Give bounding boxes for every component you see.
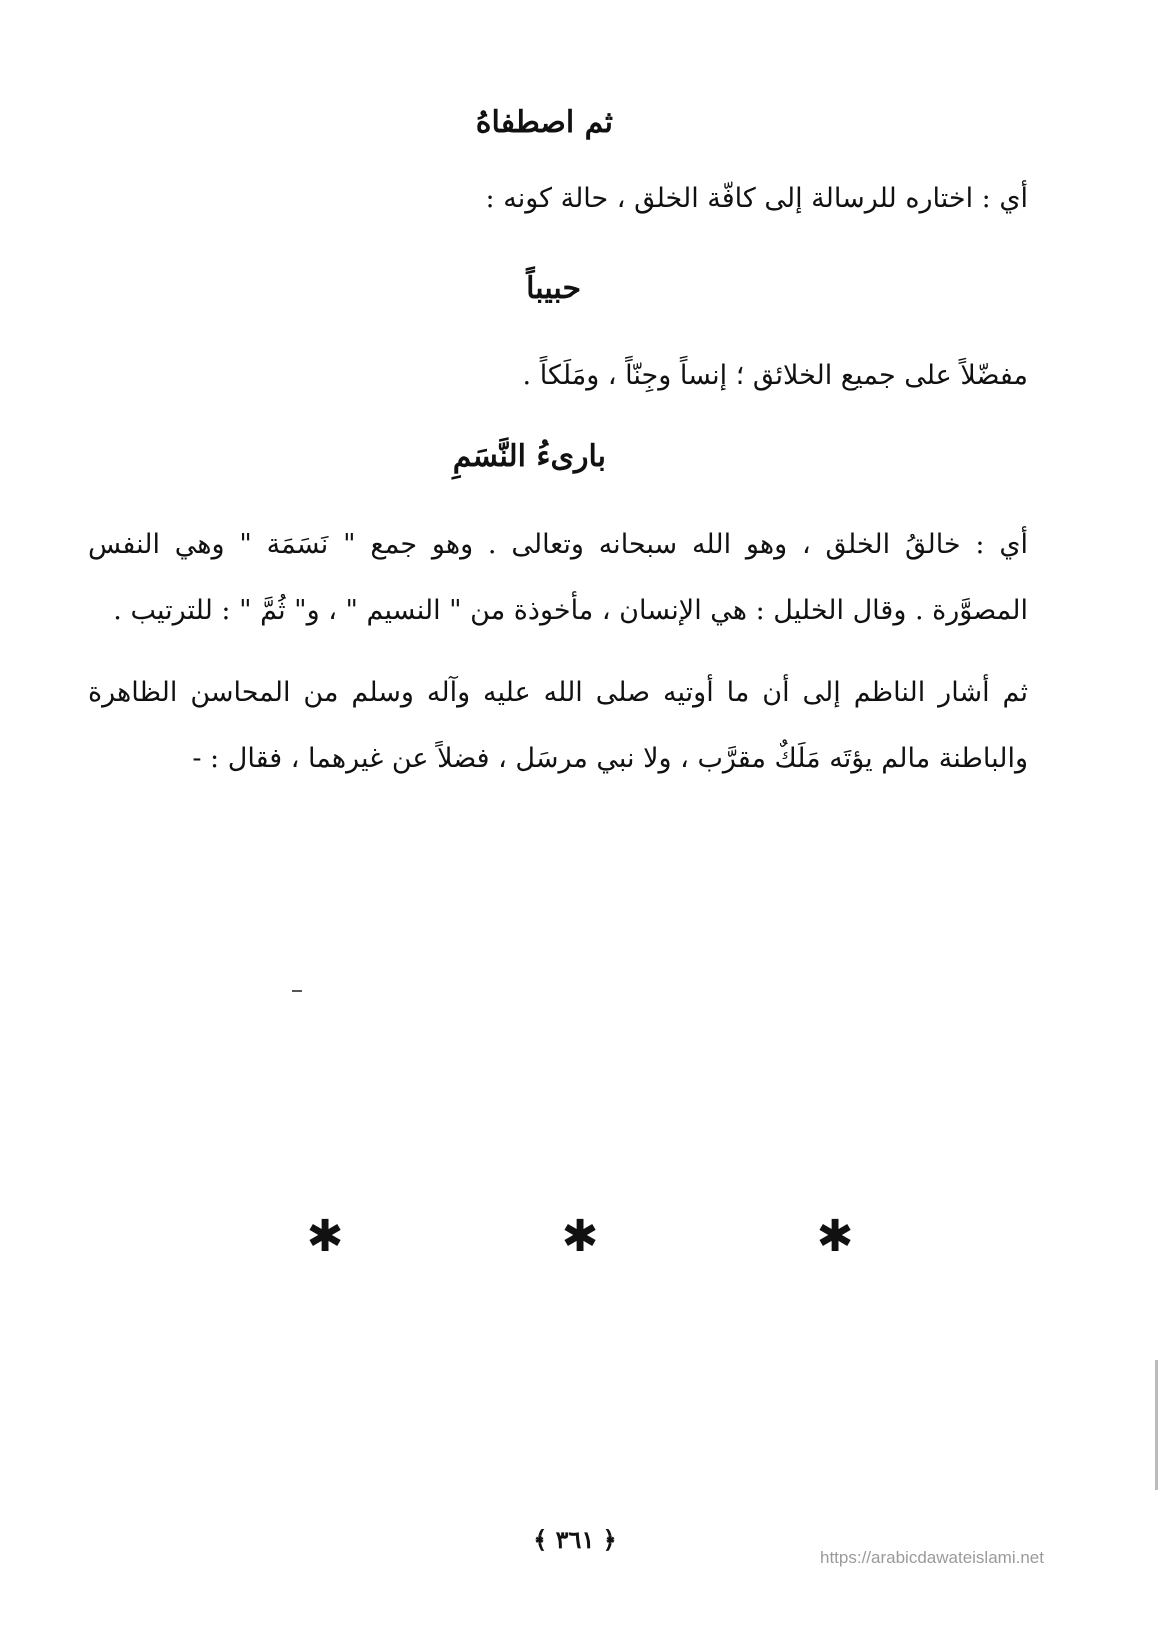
line-ikhtarahu: أي : اختاره للرسالة إلى كافّة الخلق ، حالة كونه : xyxy=(485,183,1028,214)
stray-mark xyxy=(292,990,302,992)
paragraph-ashara xyxy=(88,660,1028,792)
heading-bari-al-nasam: بارىءُ النَّسَمِ xyxy=(452,439,606,474)
paragraph-ashara-text: ثم أشار الناظم إلى أن ما أوتيه صلى الله عليه وآله وسلم من المحاسن الظاهرة والباطنة مالم يؤتَه مَلَكٌ مقرَّب ، ولا نبي مرسَل ، فضلاً عن غيرهما ، فقال : - xyxy=(88,677,1028,774)
line-mufaddalan: مفضّلاً على جميع الخلائق ؛ إنساً وجِنّاً ، ومَلَكاً . xyxy=(522,360,1028,391)
star-ornament-icon: ✱ xyxy=(561,1211,599,1262)
section-separator xyxy=(300,1211,860,1262)
heading-habiban: حبيباً xyxy=(526,271,581,306)
paragraph-khaliq xyxy=(88,512,1028,644)
watermark-url: https://arabicdawateislami.net xyxy=(820,1548,1044,1567)
star-ornament-icon: ✱ xyxy=(816,1211,854,1262)
paragraph-khaliq-text: أي : خالقُ الخلق ، وهو الله سبحانه وتعالى . وهو جمع " نَسَمَة " وهي النفس المصوَّرة . وقال الخليل : هي الإنسان ، مأخوذة من " النسيم " ، و" ثُمَّ " : للترتيب . xyxy=(88,529,1028,626)
heading-thumma-istafahu: ثم اصطفاهُ xyxy=(475,105,613,140)
page-number: ﴿ ٣٦١ ﴾ xyxy=(533,1525,617,1554)
star-ornament-icon: ✱ xyxy=(306,1211,344,1262)
